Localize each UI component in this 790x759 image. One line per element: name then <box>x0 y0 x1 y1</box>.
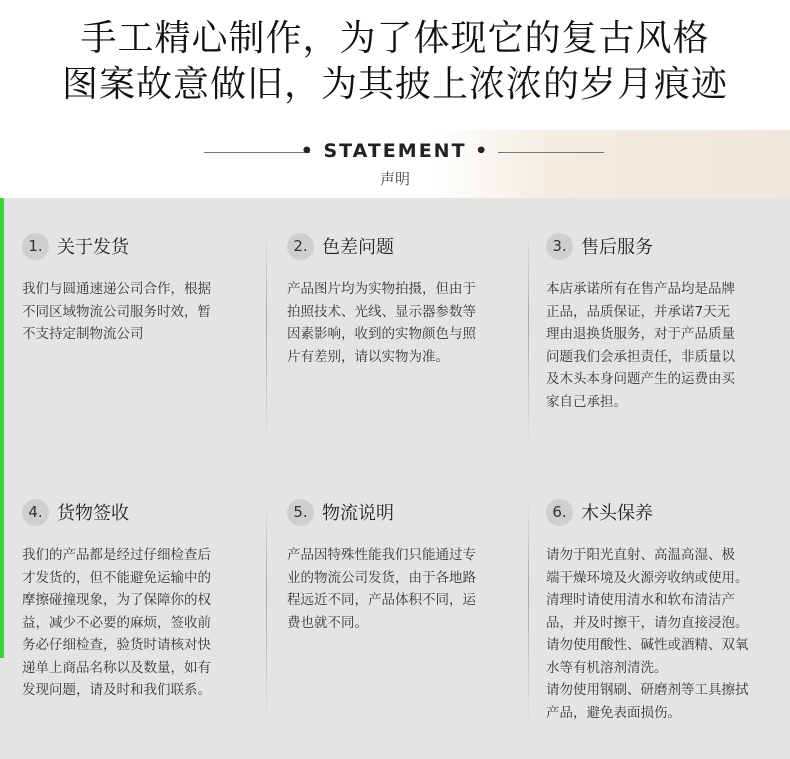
section-title: 物流说明 <box>322 503 394 524</box>
section-number-badge: 2. <box>287 233 314 260</box>
headline-line-2: 图案故意做旧，为其披上浓浓的岁月痕迹 <box>61 64 728 105</box>
column-divider <box>266 498 267 728</box>
column-divider <box>266 230 267 450</box>
section-body: 产品因特殊性能我们只能通过专 业的物流公司发货，由于各地路 程远近不同，产品体积不同，运 费也就不同。 <box>287 547 476 631</box>
column-divider <box>528 498 529 728</box>
section-body: 请勿于阳光直射、高温高湿、极 端干燥环境及火源旁收纳或使用。 清理时请使用清水和软布清洁产 品，并及时擦干，请勿直接浸泡。 请勿使用酸性、碱性或酒精、双氧 水等有机溶剂清洗。 请勿使用钢刷、研磨剂等工具擦拭 产品，避免表面损伤。 <box>546 547 749 721</box>
section-number-badge: 4. <box>22 499 49 526</box>
section-color-difference <box>287 228 527 368</box>
section-title: 色差问题 <box>322 237 394 258</box>
section-number-badge: 1. <box>22 233 49 260</box>
column-divider <box>528 230 529 450</box>
section-title: 售后服务 <box>581 237 653 258</box>
section-number-badge: 5. <box>287 499 314 526</box>
section-title: 货物签收 <box>57 503 129 524</box>
section-body: 我们的产品都是经过仔细检查后 才发货的，但不能避免运输中的 摩擦碰撞现象，为了保障你的权 益，减少不必要的麻烦，签收前 务必仔细检查，验货时请核对快 递单上商品名称以及数量，如有 发现问题，请及时和我们联系。 <box>22 547 211 698</box>
section-shipping <box>22 228 262 346</box>
section-number-badge: 3. <box>546 233 573 260</box>
section-body: 产品图片均为实物拍摄，但由于 拍照技术、光线、显示器参数等 因素影响，收到的实物颜色与照 片有差别，请以实物为准。 <box>287 281 476 365</box>
statement-subtitle: 声明 <box>379 170 410 188</box>
section-body: 我们与圆通速递公司合作，根据 不同区域物流公司服务时效，暂 不支持定制物流公司 <box>22 281 211 342</box>
statement-title: • STATEMENT • <box>300 140 490 162</box>
section-title: 木头保养 <box>581 503 653 524</box>
section-body: 本店承诺所有在售产品均是品牌 正品，品质保证，并承诺7天无 理由退换货服务，对于产品质量 问题我们会承担责任，非质量以 及木头本身问题产生的运费由买 家自己承担。 <box>546 281 735 410</box>
section-wood-care <box>546 494 786 724</box>
section-after-sales <box>546 228 786 413</box>
headline <box>0 16 790 108</box>
section-receipt <box>22 494 262 702</box>
section-logistics <box>287 494 527 634</box>
panel-edge-accent <box>0 198 4 658</box>
headline-line-1: 手工精心制作，为了体现它的复古风格 <box>80 18 710 59</box>
section-title: 关于发货 <box>57 237 129 258</box>
section-number-badge: 6. <box>546 499 573 526</box>
